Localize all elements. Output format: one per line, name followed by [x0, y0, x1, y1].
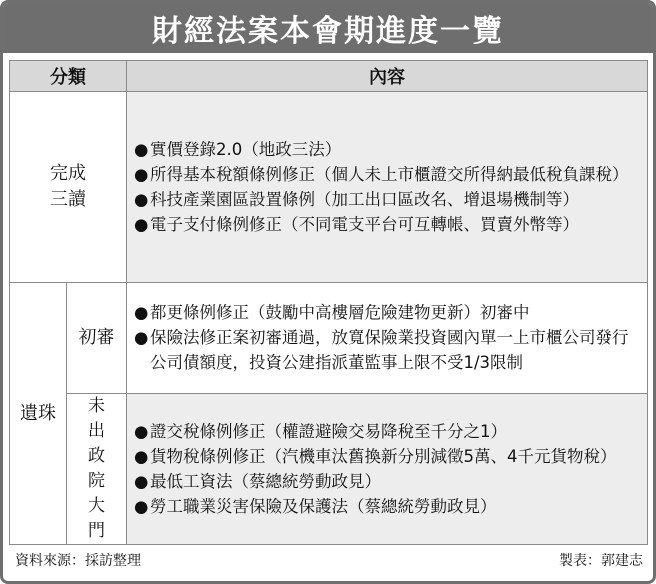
list-item — [133, 325, 641, 375]
bullet-icon: ● — [134, 421, 149, 441]
content-first-review — [127, 283, 648, 394]
footer — [3, 545, 653, 570]
list-item-text: 最低工資法（蔡總統勞動政見） — [150, 471, 381, 491]
vertical-char: 大 — [88, 496, 105, 516]
vertical-char: 門 — [88, 521, 105, 541]
footer-credit: 製表：郭建志 — [559, 553, 643, 569]
list-item-text: 電子支付條例修正（不同電支平台可互轉帳、買賣外幣等） — [150, 214, 579, 234]
bullet-icon: ● — [134, 471, 149, 491]
content-completed — [127, 92, 648, 283]
category-completed-line2: 三讀 — [50, 189, 86, 210]
content-not-out — [127, 394, 648, 545]
list-item-text: 證交稅條例修正（權證避險交易降稅至千分之1） — [150, 421, 507, 441]
row-completed — [10, 92, 648, 283]
subcategory-not-out-vertical — [67, 394, 126, 544]
vertical-char: 院 — [88, 471, 105, 491]
header-content: 內容 — [127, 61, 648, 92]
vertical-char: 未 — [88, 396, 105, 416]
list-item — [133, 494, 641, 519]
bullet-icon: ● — [134, 164, 149, 184]
vertical-char: 出 — [88, 421, 105, 441]
header-category: 分類 — [10, 61, 127, 92]
bullet-icon: ● — [134, 496, 149, 516]
not-out-list — [133, 419, 641, 519]
subcategory-not-out — [67, 394, 127, 545]
page-title: 財經法案本會期進度一覽 — [3, 3, 653, 53]
bullet-icon: ● — [134, 139, 149, 159]
list-item — [133, 444, 641, 469]
list-item — [133, 187, 641, 212]
category-completed-line1: 完成 — [50, 163, 86, 184]
row-first-review — [10, 283, 648, 394]
subcategory-first-review: 初審 — [67, 283, 127, 394]
completed-list — [133, 137, 641, 237]
list-item-text: 勞工職業災害保險及保護法（蔡總統勞動政見） — [150, 496, 497, 516]
table-header-row — [10, 61, 648, 92]
list-item — [133, 137, 641, 162]
bullet-icon: ● — [134, 446, 149, 466]
bullet-icon: ● — [134, 328, 149, 347]
list-item-text: 所得基本稅額條例修正（個人未上市櫃證交所得納最低稅負課稅） — [150, 164, 629, 184]
first-review-list — [133, 300, 641, 375]
category-pending: 遺珠 — [10, 283, 67, 545]
list-item — [133, 162, 641, 187]
vertical-char: 政 — [88, 446, 105, 466]
progress-table — [9, 60, 648, 545]
list-item-text: 實價登錄2.0（地政三法） — [150, 139, 342, 159]
bullet-icon: ● — [134, 303, 149, 322]
category-completed — [10, 92, 127, 283]
list-item-text: 科技產業園區設置條例（加工出口區改名、增退場機制等） — [150, 189, 579, 209]
list-item — [133, 212, 641, 237]
list-item — [133, 469, 641, 494]
list-item-text: 貨物稅條例修正（汽機車汰舊換新分別減徵5萬、4千元貨物稅） — [150, 446, 617, 466]
list-item-text: 都更條例修正（鼓勵中高樓層危險建物更新）初審中 — [150, 303, 530, 322]
bullet-icon: ● — [134, 214, 149, 234]
list-item — [133, 419, 641, 444]
list-item — [133, 300, 641, 325]
row-not-out — [10, 394, 648, 545]
footer-source: 資料來源：採訪整理 — [15, 553, 141, 569]
list-item-text: 保險法修正案初審通過，放寬保險業投資國內單一上市櫃公司發行公司債額度，投資公建指派董監事上限不受1/3限制 — [150, 328, 629, 372]
bullet-icon: ● — [134, 189, 149, 209]
